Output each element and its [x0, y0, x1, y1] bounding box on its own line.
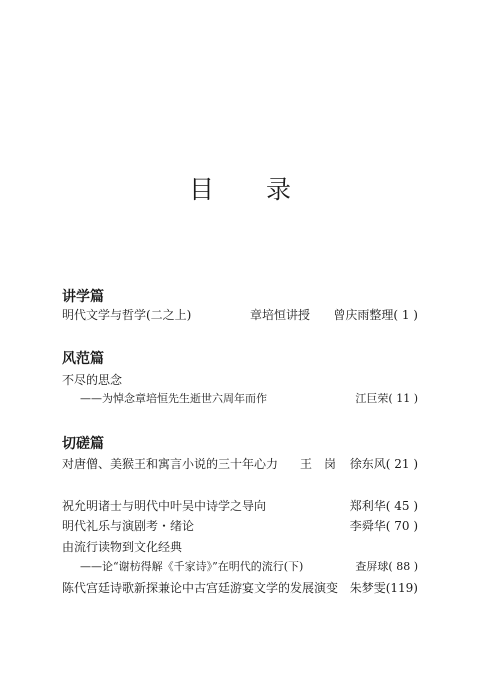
- toc-entry: [62, 496, 418, 516]
- toc-entry: [62, 370, 418, 390]
- entry-title: 明代礼乐与演剧考・绪论: [62, 519, 195, 533]
- entry-author-page: 江巨荣( 11 ): [355, 392, 418, 405]
- entry-author-page: 曾庆雨整理( 1 ): [333, 308, 418, 322]
- entry-title: 由流行读物到文化经典: [62, 540, 183, 554]
- page-title: [0, 170, 480, 206]
- entry-lecturer: 章培恒讲授: [250, 308, 311, 322]
- toc-entry: [62, 454, 418, 474]
- entry-title: 对唐僧、美猴王和寓言小说的三十年心力: [62, 457, 279, 471]
- entry-author-page: 朱梦雯(119): [349, 581, 418, 595]
- toc-entry: [62, 537, 418, 557]
- section-heading: 切磋篇: [62, 436, 104, 452]
- title-char-1: 目: [188, 175, 214, 204]
- section-heading: 风范篇: [62, 351, 104, 367]
- entry-author-page: 徐东风( 21 ): [349, 457, 418, 471]
- section-heading: 讲学篇: [62, 289, 104, 305]
- entry-coauthor: 王 岗: [300, 457, 337, 471]
- entry-author-page: 查屏球( 88 ): [355, 560, 418, 573]
- entry-title: 明代文学与哲学(二之上): [62, 308, 192, 322]
- toc-entry: [62, 305, 418, 325]
- toc-entry-subtitle: [62, 557, 418, 577]
- toc-entry-subtitle: [62, 389, 418, 409]
- toc-entry: [62, 578, 418, 598]
- entry-subtitle: ——为悼念章培恒先生逝世六周年而作: [80, 392, 267, 405]
- entry-title: 祝允明诸士与明代中叶吴中诗学之导向: [62, 499, 267, 513]
- entry-subtitle: ——论“谢枋得解《千家诗》”在明代的流行(下): [80, 560, 304, 573]
- entry-title: 陈代宫廷诗歌新探兼论中古宫廷游宴文学的发展演变: [62, 581, 339, 595]
- entry-author-page: 李舜华( 70 ): [349, 519, 418, 533]
- entry-title: 不尽的思念: [62, 373, 123, 387]
- toc-entry: [62, 516, 418, 536]
- entry-author-page: 郑利华( 45 ): [349, 499, 418, 513]
- title-char-2: 录: [266, 175, 292, 204]
